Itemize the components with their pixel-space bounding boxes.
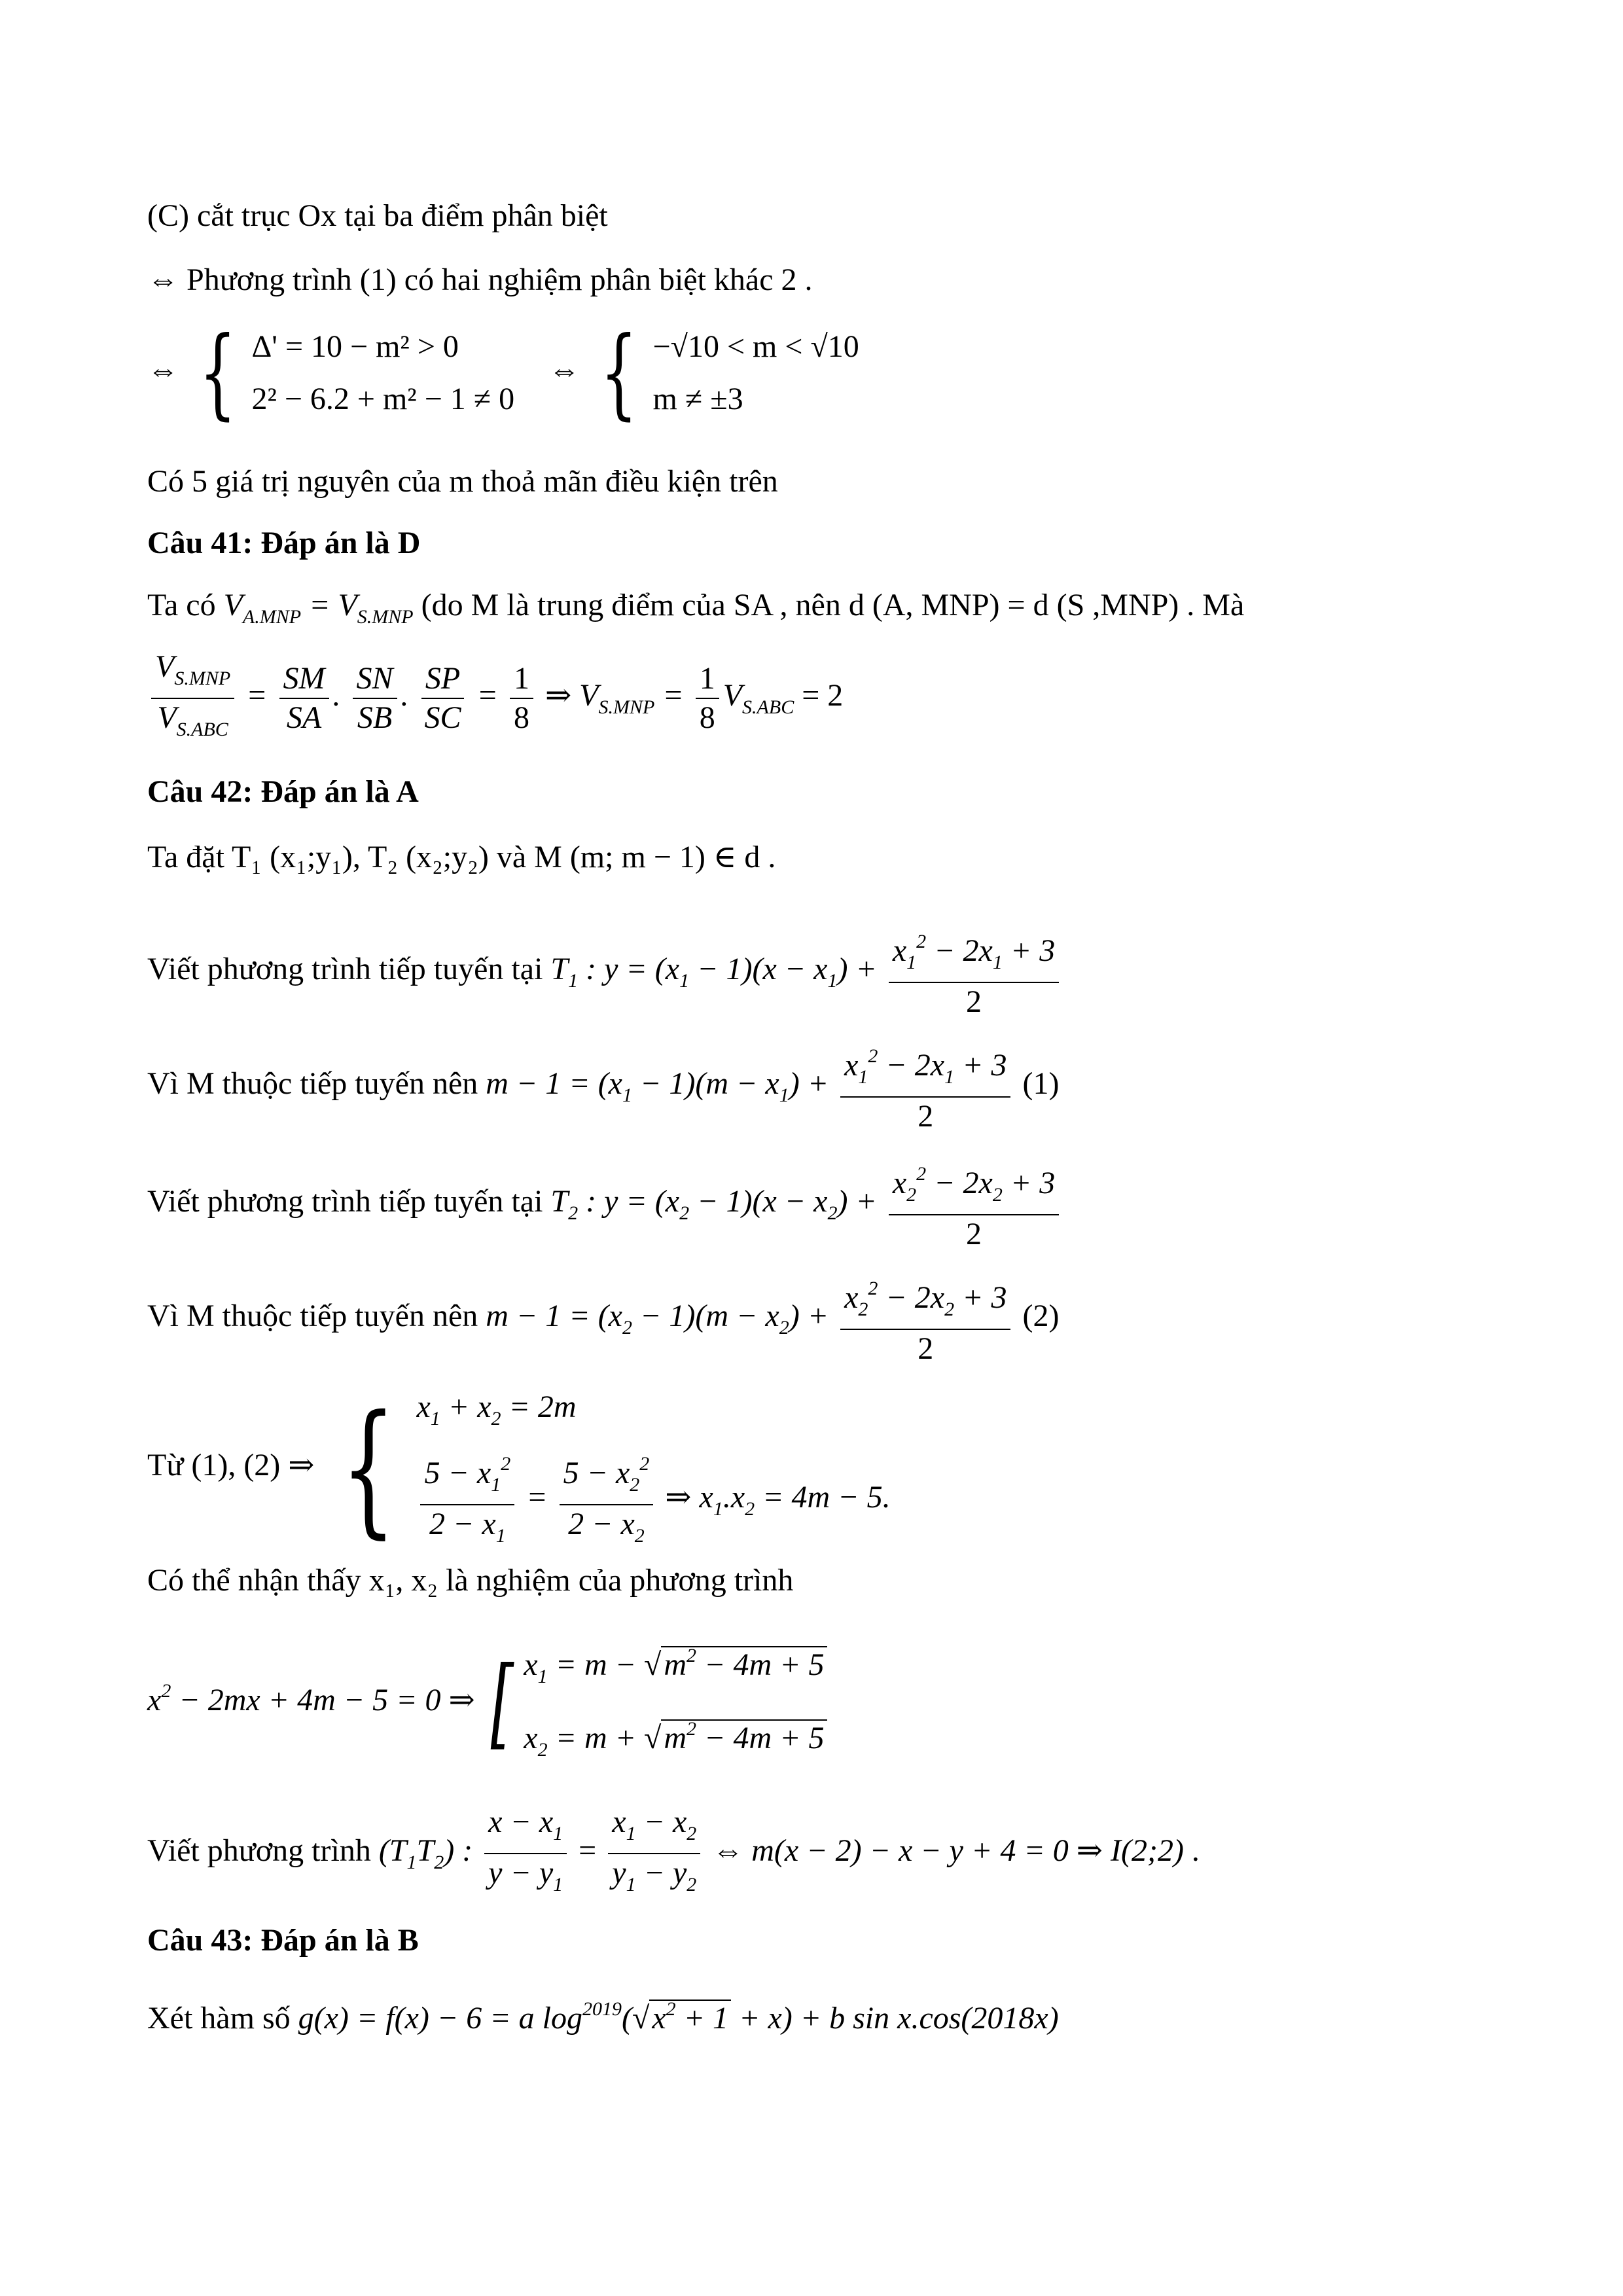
line-T1T2: Viết phương trình $(T_1T_2)$ : $\frac{x - x_1}{y - y_1}$ = $\frac{x_1 - x_2}{y_1 - y_2}$ ⇔ m(x − 2) − x − y + 4 = 0 ⇒ I(2;2) . xyxy=(147,1804,1200,1895)
text-line-7: Ta đặt T₁ (x₁;y₁), T₂ (x₂;y₂) và M (m; m − 1) ∈ d . xyxy=(147,840,776,874)
question-43-heading: Câu 43: Đáp án là B xyxy=(147,1923,419,1958)
question-41-heading: Câu 41: Đáp án là D xyxy=(147,526,421,560)
function-g: Xét hàm số g(x) = f(x) − 6 = a $\log^{2019}(√x^2 + 1 + x) + b$ sin x.cos(2018x) xyxy=(147,1998,1059,2036)
condition-2: Vì M thuộc tiếp tuyến nên $m - 1 = (x_2 - 1)(m - x_2)$ + $\frac{x_2^2 - 2x_2 + 3}{2}$ (2) xyxy=(147,1270,1059,1368)
system-2: Từ (1), (2) ⇒ { $x_1 + x_2 = 2m$ $\frac{5 - x_1^2}{2 - x_1}$ = $\frac{5 - x_2^2}{2 - x_2}$ ⇒ $x_1.x_2 = 4m - 5$. xyxy=(147,1384,891,1552)
text-line-1: (C) cắt trục Ox tại ba điểm phân biệt xyxy=(147,198,608,233)
tangent-T2: Viết phương trình tiếp tuyến tại $T_2$ : $y = (x_2 - 1)(x - x_2)$ + $\frac{x_2^2 - 2x_2 + 3}{2}$ xyxy=(147,1155,1063,1253)
tangent-T1: Viết phương trình tiếp tuyến tại $T_1$ : $y = (x_1 - 1)(x - x_1)$ + $\frac{x_1^2 - 2x_1 + 3}{2}$ xyxy=(147,923,1063,1021)
system-1: ⇔ { Δ' = 10 − m² > 0 2² − 6.2 + m² − 1 ≠ 0 ⇔ { −√10 < m < √10 m ≠ ±3 xyxy=(147,316,859,430)
volume-ratio-formula: $\frac{V_{S.MNP}}{V_{S.ABC}}$ = $\frac{SM}{SA}$ . $\frac{SN}{SB}$ . $\frac{SP}{SC}$ = $\frac{1}{8}$ ⇒ $V_{S.MNP}$ = $\frac{1}{8}$ $V_{S.ABC} = 2$ xyxy=(147,648,843,749)
text-line-4: Có 5 giá trị nguyên của m thoả mãn điều kiện trên xyxy=(147,464,778,499)
condition-1: Vì M thuộc tiếp tuyến nên $m - 1 = (x_1 - 1)(m - x_1)$ + $\frac{x_1^2 - 2x_1 + 3}{2}$ (1) xyxy=(147,1037,1059,1136)
text-line-2: ⇔ Phương trình (1) có hai nghiệm phân biệt khác 2 . xyxy=(147,262,813,297)
text-line-13: Có thể nhận thấy x₁, x₂ là nghiệm của phương trình xyxy=(147,1563,794,1598)
text-line-5: Ta có $V_{A.MNP} = V_{S.MNP}$ (do M là trung điểm của SA , nên d (A, MNP) = d (S ,MNP) . Mà xyxy=(147,588,1245,628)
quadratic-roots: $x^2 - 2mx + 4m - 5 = 0$ ⇒ [ $x_1 = m - √m^2 - 4m + 5$ $x_2 = m + √m^2 - 4m + 5$ xyxy=(147,1630,827,1776)
question-42-heading: Câu 42: Đáp án là A xyxy=(147,774,419,809)
